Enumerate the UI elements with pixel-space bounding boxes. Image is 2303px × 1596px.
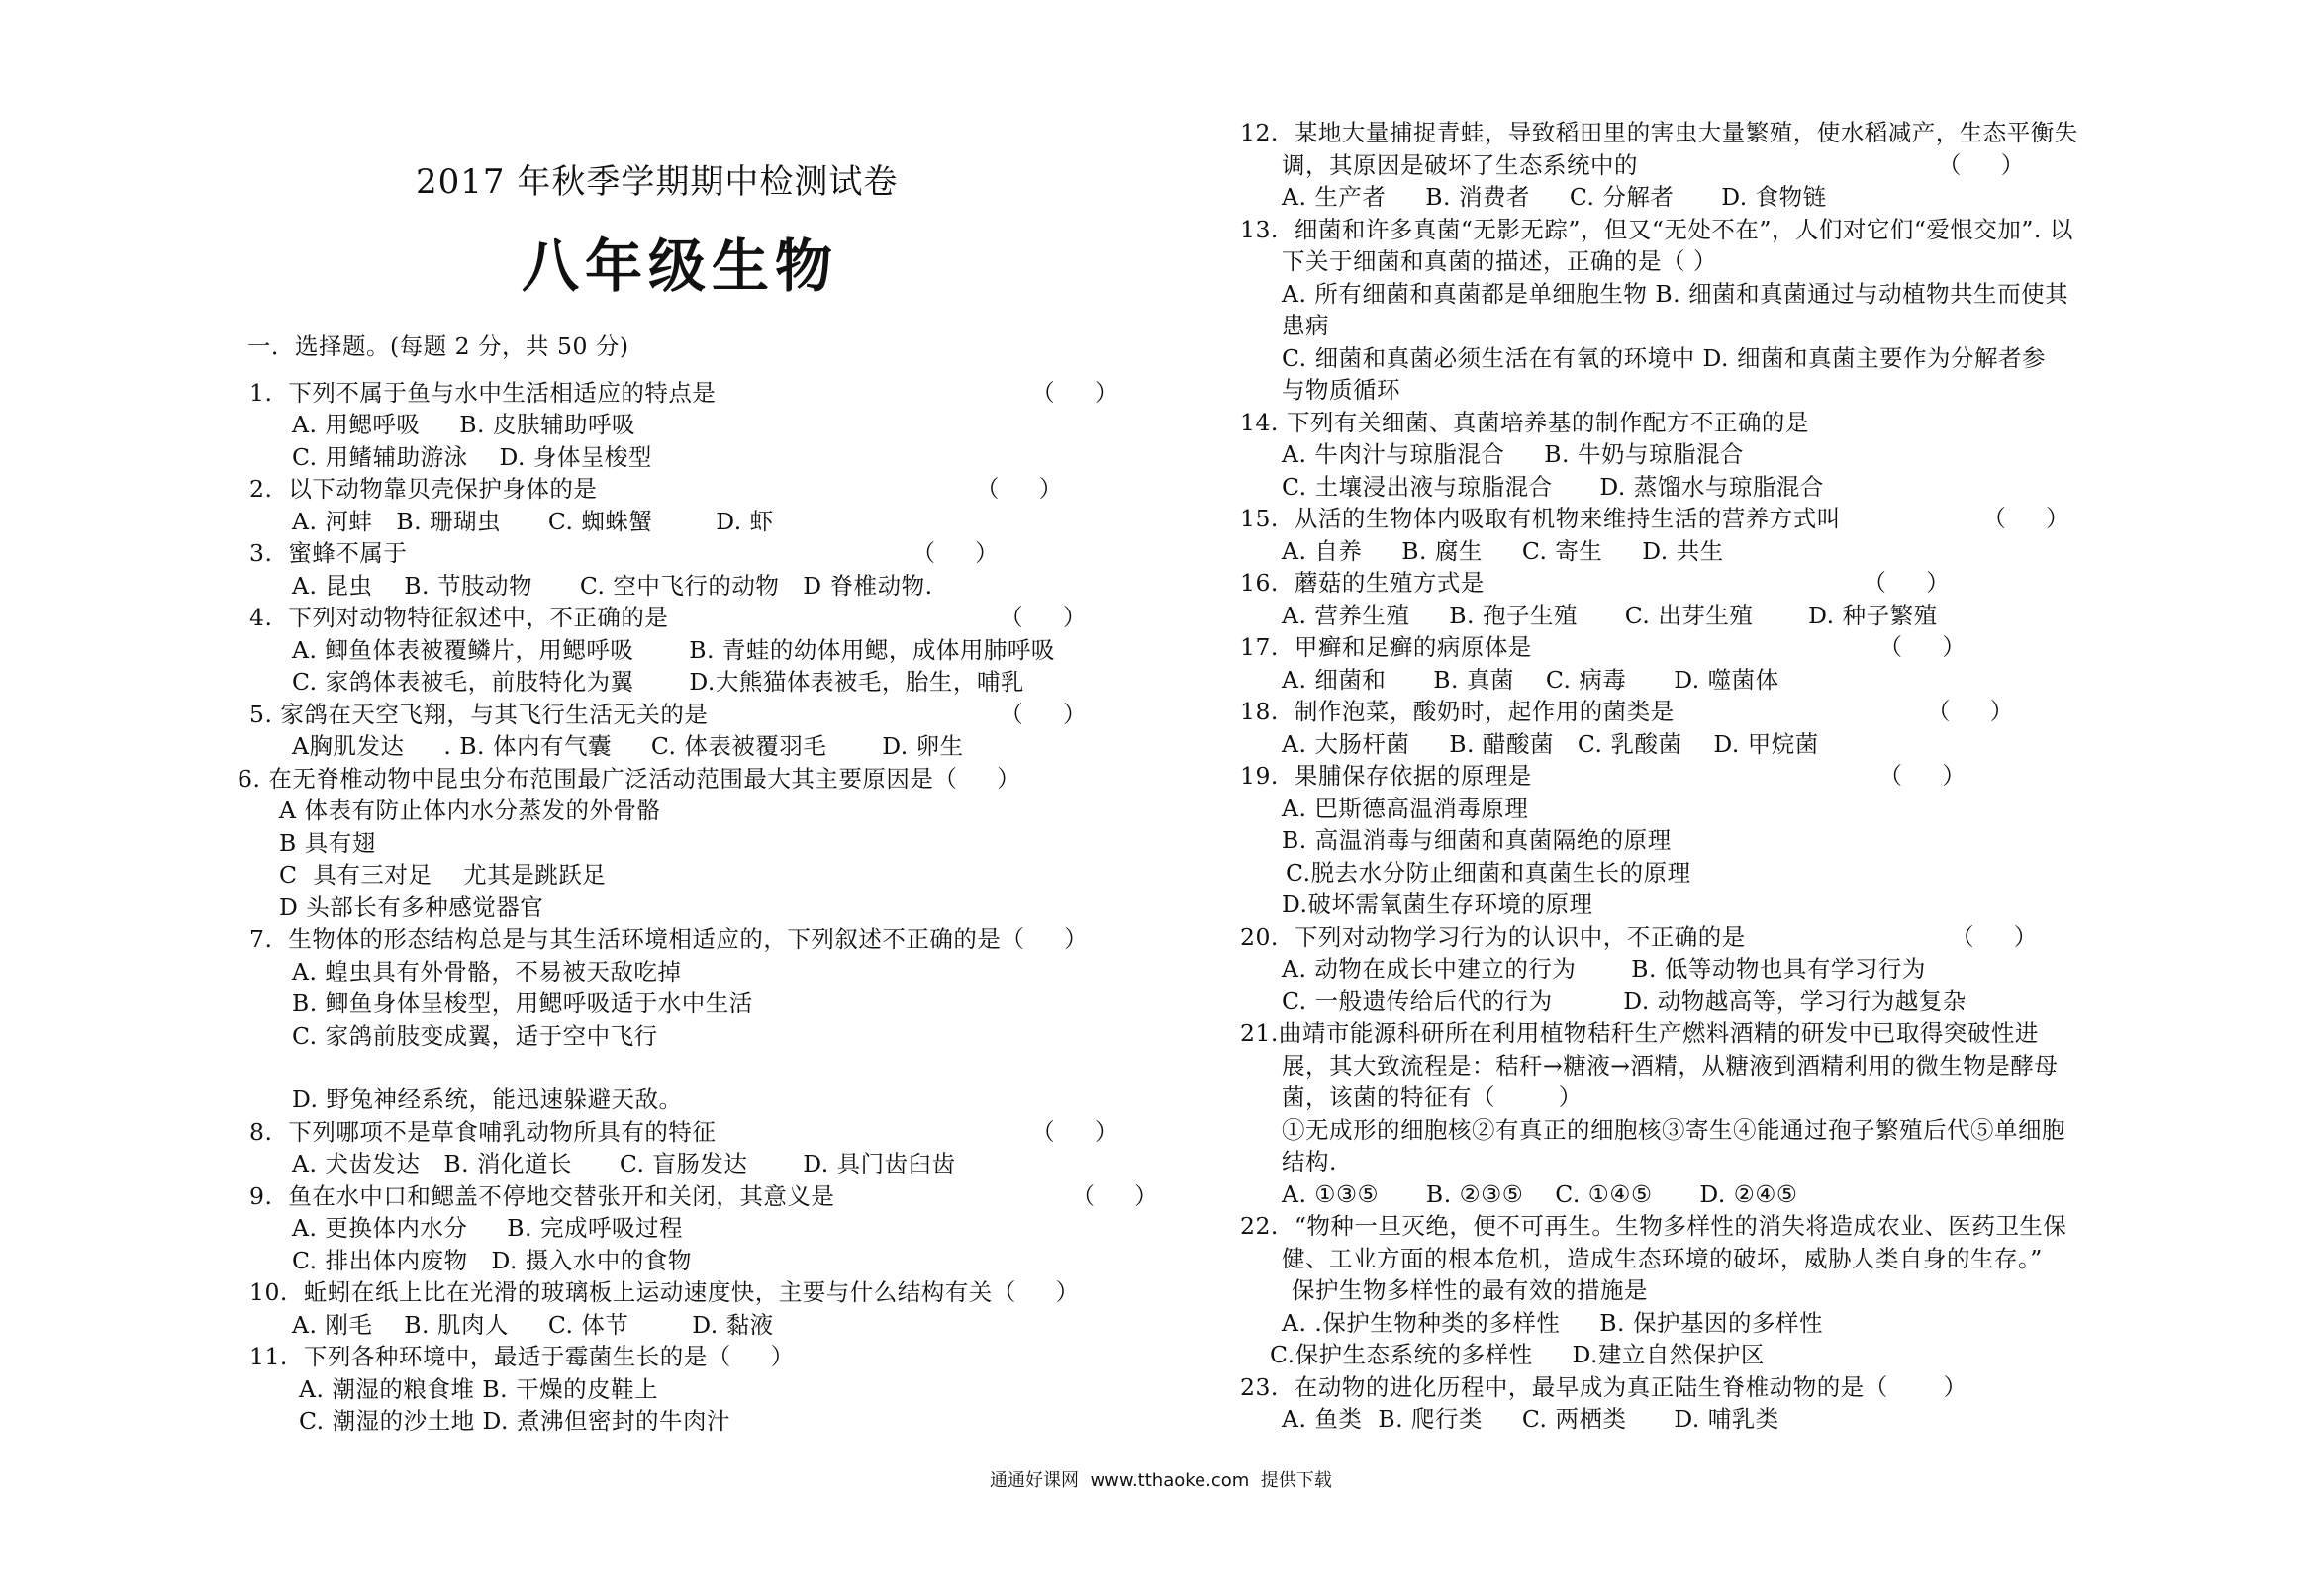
right-text-line: 患病 xyxy=(1282,312,1329,339)
right-text-line: 调，其原因是破坏了生态系统中的 （ ） xyxy=(1282,151,2025,179)
right-text-line: 22. “物种一旦灭绝，便不可再生。生物多样性的消失将造成农业、医药卫生保 xyxy=(1240,1212,2067,1240)
right-text-line: 12. 某地大量捕捉青蛙，导致稻田里的害虫大量繁殖，使水稻减产，生态平衡失 xyxy=(1240,119,2078,146)
exam-subject-title: 八年级生物 xyxy=(522,233,839,300)
right-text-line: 19. 果脯保存依据的原理是 （ ） xyxy=(1240,762,1967,790)
left-text-line: 3. 蜜蜂不属于 （ ） xyxy=(249,539,1000,567)
right-text-line: 15. 从活的生物体内吸取有机物来维持生活的营养方式叫 （ ） xyxy=(1240,505,2070,532)
right-text-line: 保护生物多样性的最有效的措施是 xyxy=(1292,1276,1648,1304)
right-text-line: A. 巴斯德高温消毒原理 xyxy=(1282,795,1529,822)
right-text-line: A. 自养 B. 腐生 C. 寄生 D. 共生 xyxy=(1282,537,1724,565)
left-text-line: C. 潮湿的沙土地 D. 煮沸但密封的牛肉汁 xyxy=(299,1407,730,1435)
left-text-line: C. 用鳍辅助游泳 D. 身体呈梭型 xyxy=(292,443,652,471)
left-text-line: 7. 生物体的形态结构总是与其生活环境相适应的，下列叙述不正确的是（ ） xyxy=(249,925,1089,953)
right-text-line: 健、工业方面的根本危机，造成生态环境的破坏，威胁人类自身的生存。” xyxy=(1282,1245,2043,1272)
right-text-line: 23. 在动物的进化历程中，最早成为真正陆生脊椎动物的是（ ） xyxy=(1240,1373,1967,1401)
left-text-line: A. 更换体内水分 B. 完成呼吸过程 xyxy=(292,1214,683,1242)
right-text-line: A. 牛肉汁与琼脂混合 B. 牛奶与琼脂混合 xyxy=(1282,440,1744,468)
left-text-line: B 具有翅 xyxy=(279,829,376,857)
right-text-line: A. 动物在成长中建立的行为 B. 低等动物也具有学习行为 xyxy=(1282,955,1926,983)
right-text-line: A. 营养生殖 B. 孢子生殖 C. 出芽生殖 D. 种子繁殖 xyxy=(1282,602,1938,629)
right-text-line: A. ①③⑤ B. ②③⑤ C. ①④⑤ D. ②④⑤ xyxy=(1282,1180,1798,1208)
right-text-line: A. .保护生物种类的多样性 B. 保护基因的多样性 xyxy=(1282,1309,1823,1337)
right-text-line: A. 鱼类 B. 爬行类 C. 两栖类 D. 哺乳类 xyxy=(1282,1405,1779,1433)
left-text-line: D 头部长有多种感觉器官 xyxy=(279,893,544,921)
right-text-line: C. 土壤浸出液与琼脂混合 D. 蒸馏水与琼脂混合 xyxy=(1282,473,1824,501)
footer-source-text: 通通好课网 www.tthaoke.com 提供下载 xyxy=(990,1470,1332,1491)
exam-title: 2017 年秋季学期期中检测试卷 xyxy=(416,162,899,202)
right-text-line: 菌，该菌的特征有（ ） xyxy=(1282,1083,1583,1111)
left-text-line: A. 犬齿发达 B. 消化道长 C. 盲肠发达 D. 具门齿臼齿 xyxy=(292,1150,956,1177)
right-text-line: 17. 甲癣和足癣的病原体是 （ ） xyxy=(1240,633,1967,661)
left-text-line: D. 野兔神经系统，能迅速躲避天敌。 xyxy=(292,1085,683,1113)
left-text-line: 6. 在无脊椎动物中昆虫分布范围最广泛活动范围最大其主要原因是（ ） xyxy=(238,765,1021,793)
right-text-line: 16. 蘑菇的生殖方式是 （ ） xyxy=(1240,569,1951,597)
left-text-line: A. 用鳃呼吸 B. 皮肤辅助呼吸 xyxy=(292,411,635,438)
left-text-line: A. 蝗虫具有外骨骼，不易被天敌吃掉 xyxy=(292,958,682,986)
left-text-line: 一．选择题。(每题 2 分，共 50 分) xyxy=(247,332,629,360)
right-text-line: 21.曲靖市能源科研所在利用植物秸秆生产燃料酒精的研发中已取得突破性进 xyxy=(1240,1019,2039,1047)
right-text-line: C.脱去水分防止细菌和真菌生长的原理 xyxy=(1286,859,1691,887)
right-text-line: 下关于细菌和真菌的描述，正确的是（ ） xyxy=(1282,247,1717,275)
left-text-line: 2. 以下动物靠贝壳保护身体的是 （ ） xyxy=(249,475,1063,503)
left-text-line: C. 家鸽体表被毛，前肢特化为翼 D.大熊猫体表被毛，胎生，哺乳 xyxy=(292,668,1024,696)
right-text-line: 13. 细菌和许多真菌“无影无踪”，但又“无处不在”，人们对它们“爱恨交加”. 以 xyxy=(1240,216,2073,243)
left-text-line: A 体表有防止体内水分蒸发的外骨骼 xyxy=(279,797,661,824)
left-text-line: 4. 下列对动物特征叙述中，不正确的是 （ ） xyxy=(249,604,1087,631)
right-text-line: C. 细菌和真菌必须生活在有氧的环境中 D. 细菌和真菌主要作为分解者参 xyxy=(1282,344,2046,372)
left-text-line: C. 家鸽前肢变成翼，适于空中飞行 xyxy=(292,1022,658,1050)
right-text-line: 展，其大致流程是：秸秆→糖液→酒精，从糖液到酒精利用的微生物是酵母 xyxy=(1282,1052,2059,1080)
left-text-line: 9. 鱼在水中口和鳃盖不停地交替张开和关闭，其意义是 （ ） xyxy=(249,1182,1159,1210)
left-text-line: B. 鲫鱼身体呈梭型，用鳃呼吸适于水中生活 xyxy=(292,989,753,1017)
right-text-line: A. 生产者 B. 消费者 C. 分解者 D. 食物链 xyxy=(1282,183,1827,211)
left-text-line: 1. 下列不属于鱼与水中生活相适应的特点是 （ ） xyxy=(249,379,1119,407)
right-text-line: 20. 下列对动物学习行为的认识中，不正确的是 （ ） xyxy=(1240,923,2038,951)
left-text-line: A. 鲫鱼体表被覆鳞片，用鳃呼吸 B. 青蛙的幼体用鳃，成体用肺呼吸 xyxy=(292,636,1055,664)
left-text-line: A胸肌发达 . B. 体内有气囊 C. 体表被覆羽毛 D. 卵生 xyxy=(292,732,964,760)
right-text-line: B. 高温消毒与细菌和真菌隔绝的原理 xyxy=(1282,826,1672,854)
left-text-line: C 具有三对足 尤其是跳跃足 xyxy=(279,861,607,889)
right-text-line: A. 细菌和 B. 真菌 C. 病毒 D. 噬菌体 xyxy=(1282,666,1779,694)
right-text-line: A. 大肠杆菌 B. 醋酸菌 C. 乳酸菌 D. 甲烷菌 xyxy=(1282,730,1819,758)
left-text-line: 8. 下列哪项不是草食哺乳动物所具有的特征 （ ） xyxy=(249,1118,1119,1146)
right-text-line: ①无成形的细胞核②有真正的细胞核③寄生④能通过孢子繁殖后代⑤单细胞 xyxy=(1282,1116,2065,1144)
right-text-line: 结构. xyxy=(1282,1148,1337,1175)
right-text-line: 与物质循环 xyxy=(1282,376,1400,404)
right-text-line: D.破坏需氧菌生存环境的原理 xyxy=(1282,891,1593,918)
left-text-line: 10. 蚯蚓在纸上比在光滑的玻璃板上运动速度快，主要与什么结构有关（ ） xyxy=(249,1278,1080,1306)
left-text-line: A. 昆虫 B. 节肢动物 C. 空中飞行的动物 D 脊椎动物. xyxy=(292,572,933,600)
left-text-line: 11. 下列各种环境中，最适于霉菌生长的是（ ） xyxy=(249,1343,795,1370)
right-text-line: C.保护生态系统的多样性 D.建立自然保护区 xyxy=(1270,1341,1765,1368)
left-text-line: A. 刚毛 B. 肌肉人 C. 体节 D. 黏液 xyxy=(292,1311,774,1339)
right-text-line: A. 所有细菌和真菌都是单细胞生物 B. 细菌和真菌通过与动植物共生而使其 xyxy=(1282,280,2069,308)
left-text-line: A. 潮湿的粮食堆 B. 干燥的皮鞋上 xyxy=(299,1375,659,1403)
left-text-line: C. 排出体内废物 D. 摄入水中的食物 xyxy=(292,1247,692,1274)
right-text-line: 18. 制作泡菜，酸奶时，起作用的菌类是 （ ） xyxy=(1240,698,2014,725)
left-text-line: A. 河蚌 B. 珊瑚虫 C. 蜘蛛蟹 D. 虾 xyxy=(292,508,774,535)
right-text-line: 14. 下列有关细菌、真菌培养基的制作配方不正确的是 xyxy=(1240,409,1809,436)
left-text-line: 5. 家鸽在天空飞翔，与其飞行生活无关的是 （ ） xyxy=(249,701,1088,728)
right-text-line: C. 一般遗传给后代的行为 D. 动物越高等，学习行为越复杂 xyxy=(1282,987,1967,1015)
